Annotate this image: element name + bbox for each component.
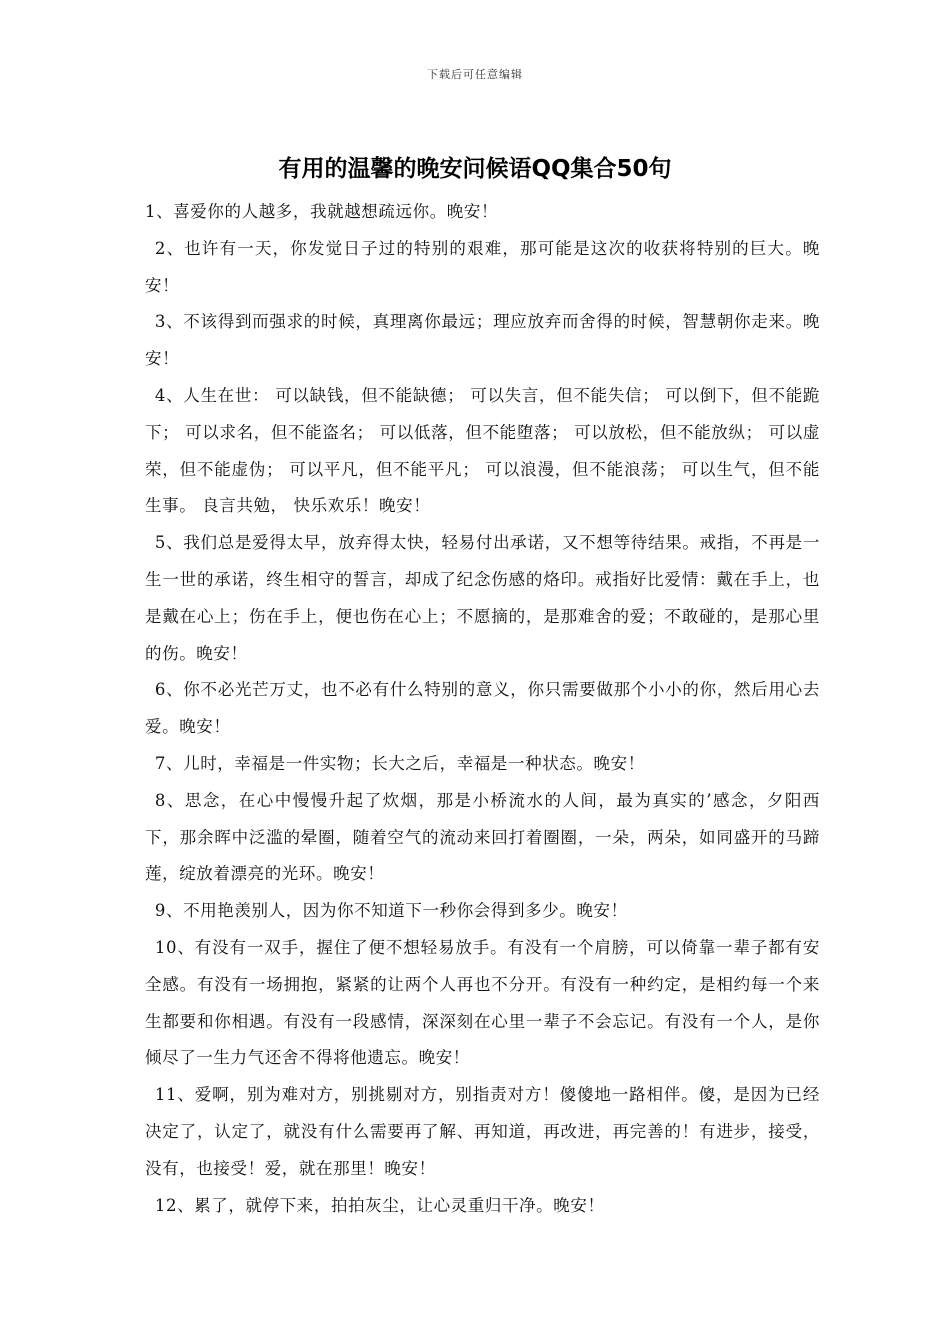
paragraph-1: 1、喜爱你的人越多，我就越想疏远你。晚安！ xyxy=(145,202,499,221)
paragraph-3: 3、不该得到而强求的时候，真理离你最远；理应放弃而舍得的时候，智慧朝你走来。晚安！ xyxy=(145,312,820,369)
paragraph-9: 9、不用艳羡别人，因为你不知道下一秒你会得到多少。晚安！ xyxy=(154,901,628,921)
paragraph-6: 6、你不必光芒万丈，也不必有什么特别的意义，你只需要做那个小小的你，然后用心去爱。晚安！ xyxy=(145,680,820,737)
paragraph-12: 12、累了，就停下来，拍拍灰尘，让心灵重归干净。晚安！ xyxy=(154,1195,605,1215)
document-body xyxy=(145,194,820,1224)
paragraph-4: 4、人生在世： 可以缺钱，但不能缺德； 可以失言，但不能失信； 可以倒下，但不能跪下； 可以求名，但不能盗名； 可以低落，但不能堕落； 可以放松，但不能放纵； 可以虚荣，但不能虚伪； 可以平凡，但不能平凡； 可以浪漫，但不能浪荡； 可以生气，但不能生事。 良言共勉， 快乐欢乐！晚安！ xyxy=(145,385,820,516)
paragraph-7: 7、儿时，幸福是一件实物；长大之后，幸福是一种状态。晚安！ xyxy=(154,753,645,773)
paragraph-2: 2、也许有一天，你发觉日子过的特别的艰难，那可能是这次的收获将特别的巨大。晚安！ xyxy=(145,238,820,295)
paragraph-8: 8、思念，在心中慢慢升起了炊烟，那是小桥流水的人间，最为真实的’感念，夕阳西下，那余晖中泛滥的晕圈，随着空气的流动来回打着圈圈，一朵，两朵，如同盛开的马蹄莲，绽放着漂亮的光环。晚安！ xyxy=(145,790,820,884)
paragraph-11: 11、爱啊，别为难对方，别挑剔对方，别指责对方！傻傻地一路相伴。傻，是因为已经决定了，认定了，就没有什么需要再了解、再知道，再改进，再完善的！有进步，接受，没有，也接受！爱，就在那里！晚安！ xyxy=(145,1085,820,1178)
paragraph-5: 5、我们总是爱得太早，放弃得太快，轻易付出承诺，又不想等待结果。戒指，不再是一生一世的承诺，终生相守的誓言，却成了纪念伤感的烙印。戒指好比爱情：戴在手上，也是戴在心上；伤在手上，便也伤在心上；不愿摘的，是那难舍的爱；不敢碰的，是那心里的伤。晚安！ xyxy=(145,533,820,663)
document-title: 有用的温馨的晚安问候语QQ集合50句 xyxy=(278,156,672,182)
paragraph-10: 10、有没有一双手，握住了便不想轻易放手。有没有一个肩膀，可以倚靠一辈子都有安全感。有没有一场拥抱，紧紧的让两个人再也不分开。有没有一种约定，是相约每一个来生都要和你相遇。有没有一段感情，深深刻在心里一辈子不会忘记。有没有一个人，是你倾尽了一生力气还舍不得将他遗忘。晚安！ xyxy=(145,937,820,1068)
header-note: 下载后可任意编辑 xyxy=(427,68,523,81)
